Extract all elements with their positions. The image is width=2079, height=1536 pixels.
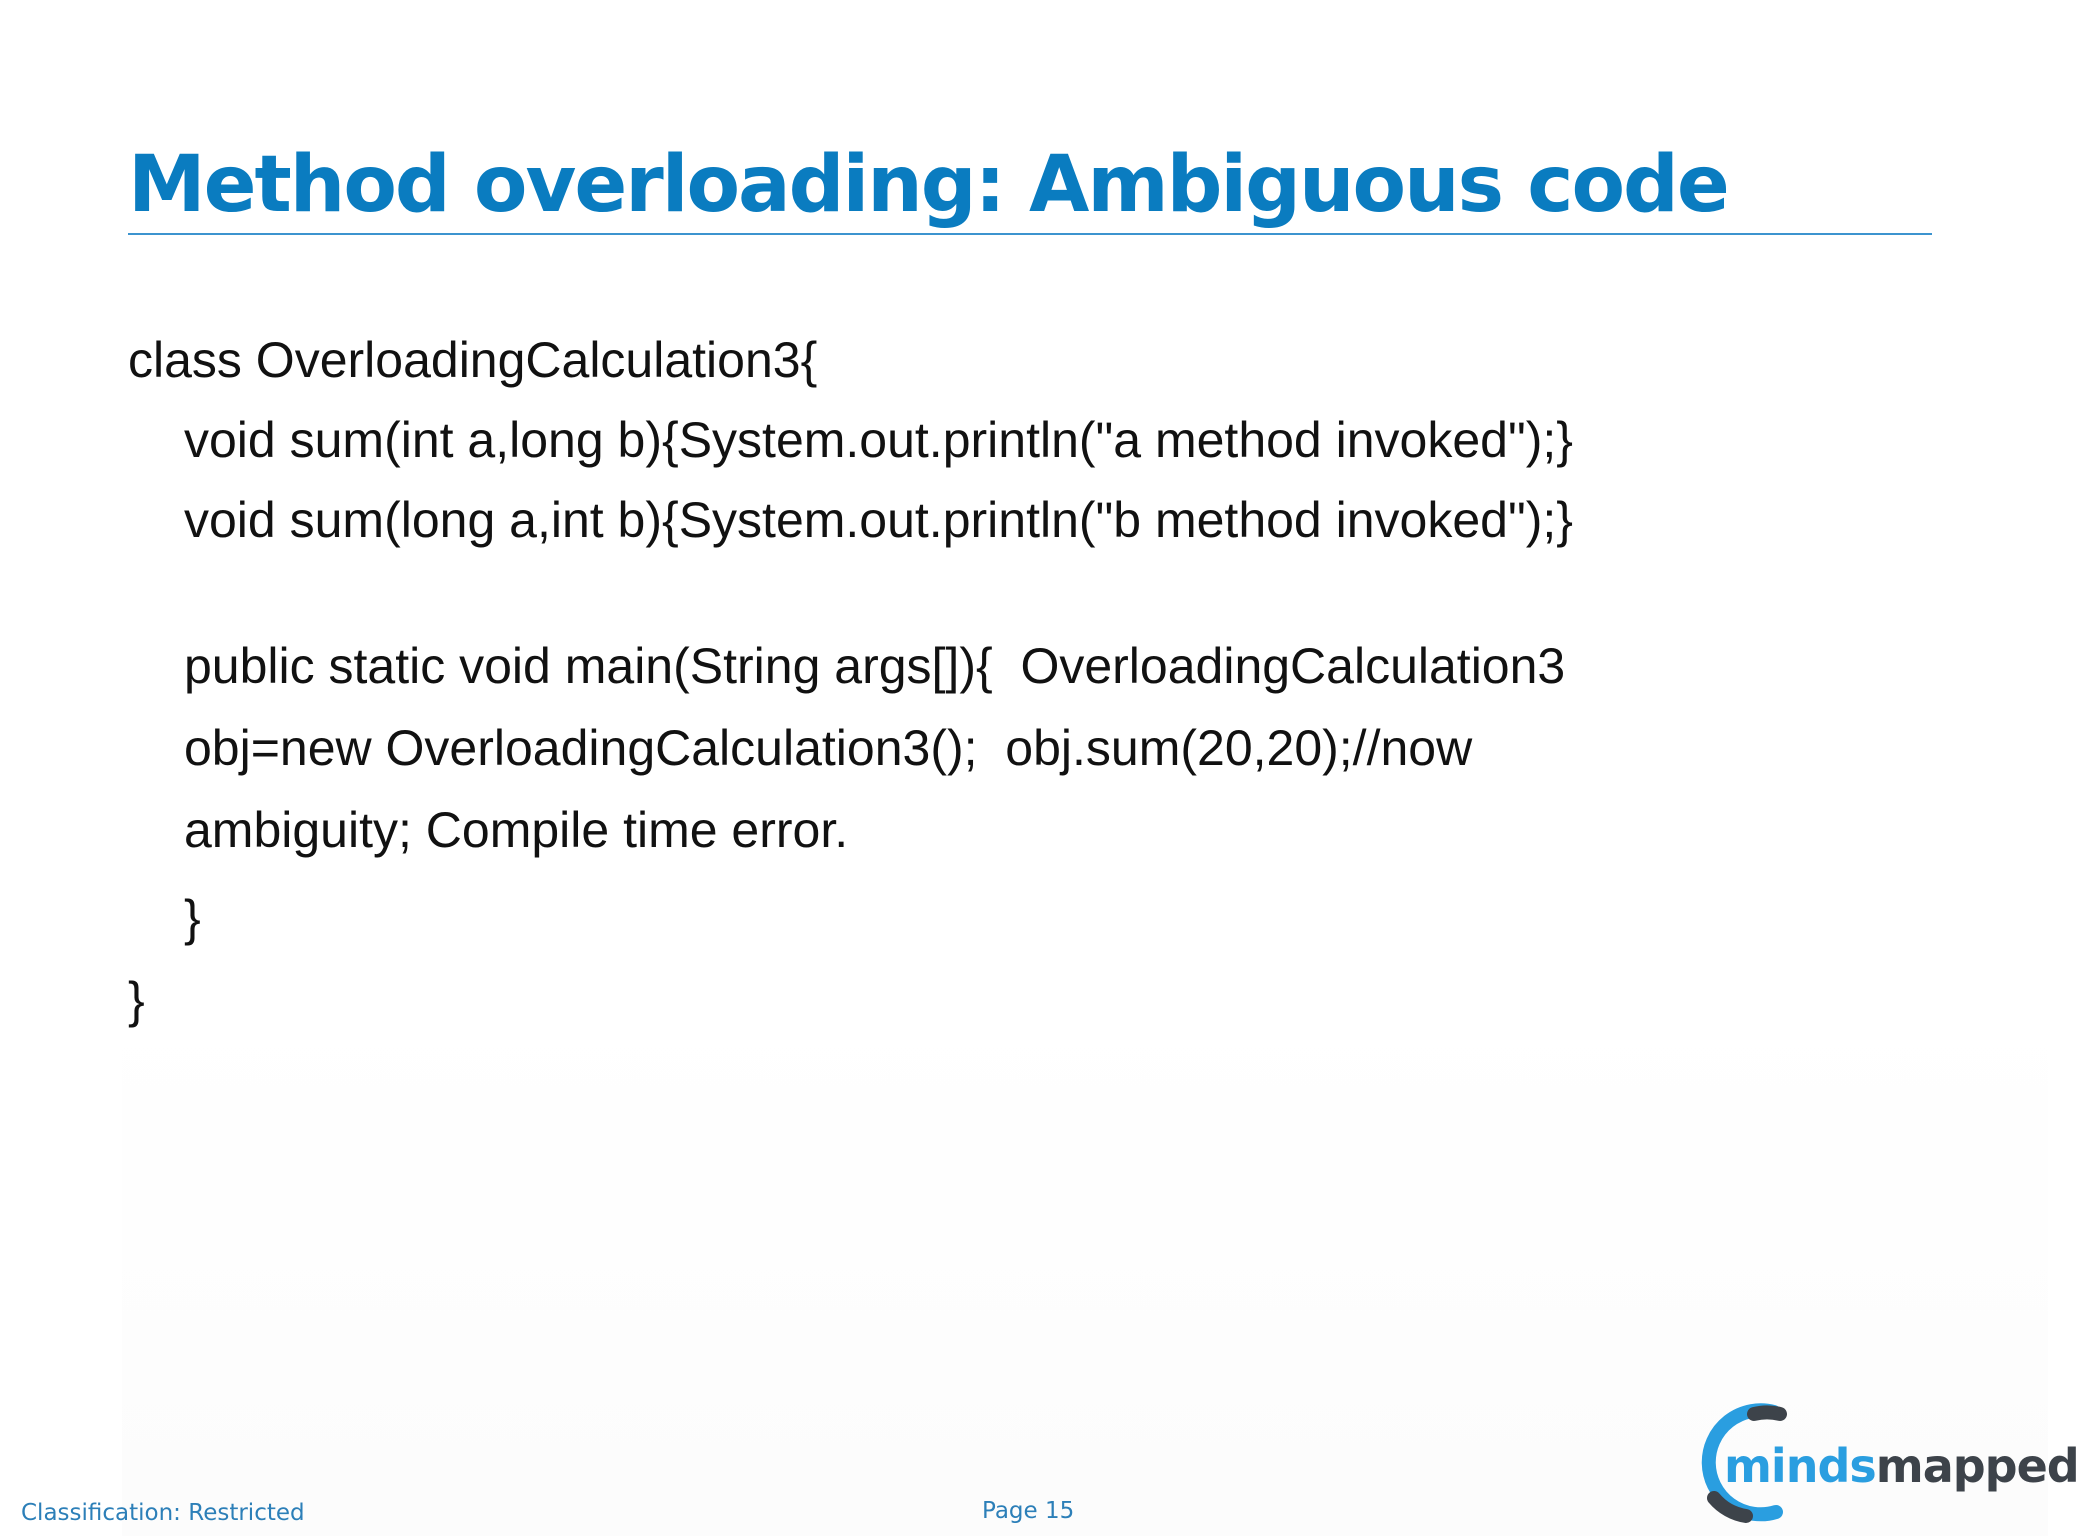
- footer-page-number: Page 15: [982, 1498, 1075, 1524]
- code-line-sum-long-int: void sum(long a,int b){System.out.println("b method invoked");}: [184, 492, 1573, 548]
- logo-wordmark: mindsmapped: [1724, 1439, 2079, 1493]
- code-line-ambiguity-comment: ambiguity; Compile time error.: [184, 802, 849, 858]
- footer-classification: Classification: Restricted: [21, 1500, 305, 1526]
- code-line-sum-int-long: void sum(int a,long b){System.out.println("a method invoked");}: [184, 412, 1573, 468]
- code-line-main-decl: public static void main(String args[]){ OverloadingCalculation3: [184, 638, 1566, 694]
- code-line-class-close: }: [128, 972, 145, 1028]
- code-line-class-decl: class OverloadingCalculation3{: [128, 332, 818, 388]
- code-block: [128, 0, 1928, 1100]
- mindsmapped-logo: [1694, 1402, 2079, 1522]
- code-line-main-close: }: [184, 890, 201, 946]
- code-line-obj-call: obj=new OverloadingCalculation3(); obj.sum(20,20);//now: [184, 720, 1473, 776]
- slide-title: Method overloading: Ambiguous code: [128, 140, 1728, 230]
